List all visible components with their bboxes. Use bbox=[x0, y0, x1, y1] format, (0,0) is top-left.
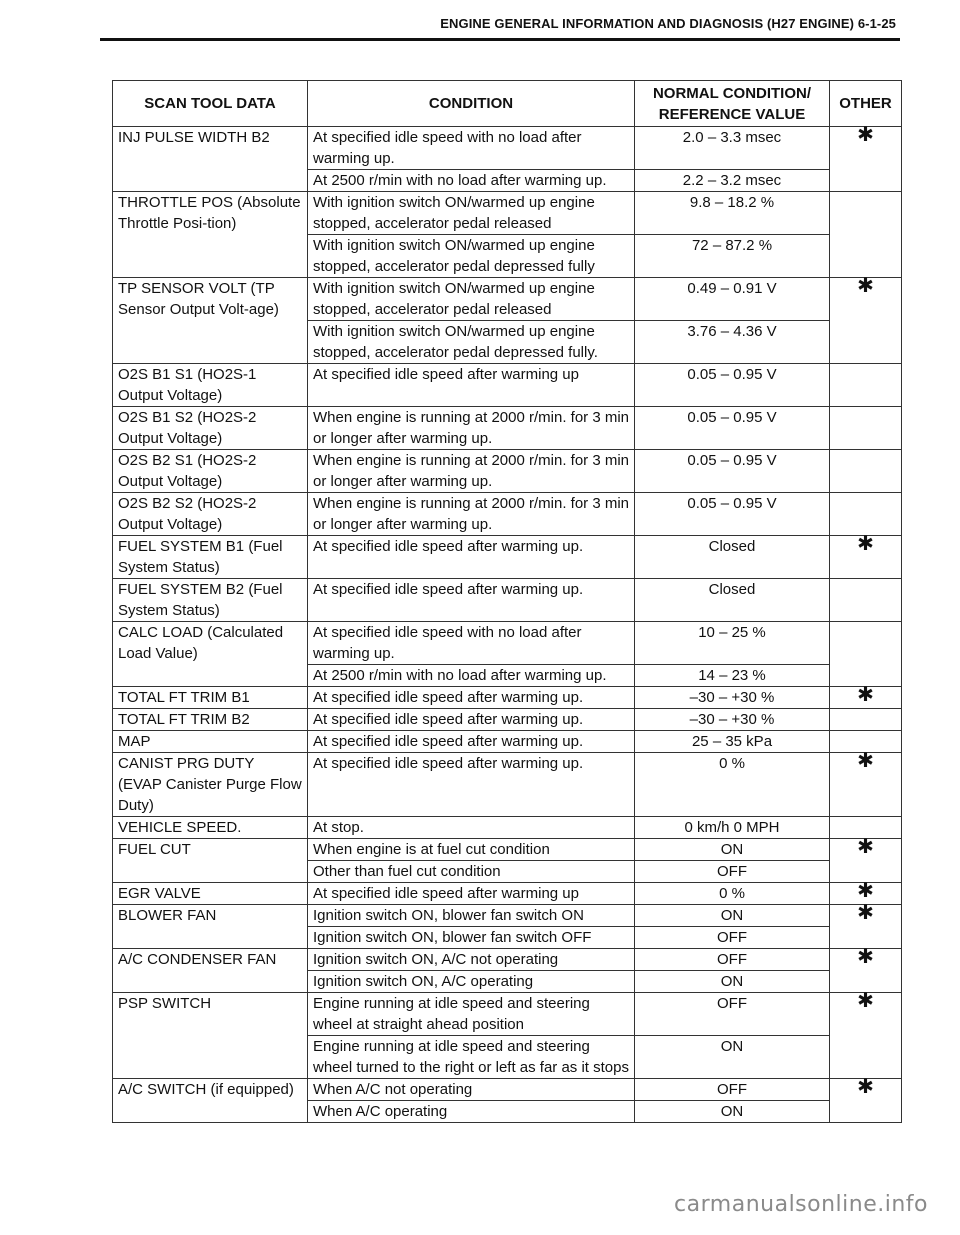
table-row bbox=[113, 905, 902, 927]
scan-tool-data-cell: O2S B1 S2 (HO2S-2 Output Voltage) bbox=[113, 407, 308, 450]
condition-cell: At specified idle speed after warming up. bbox=[308, 731, 635, 753]
table-row bbox=[113, 839, 902, 861]
reference-value-cell: OFF bbox=[635, 1079, 830, 1101]
table-row bbox=[113, 883, 902, 905]
condition-cell: At specified idle speed after warming up. bbox=[308, 536, 635, 579]
scan-tool-data-cell: MAP bbox=[113, 731, 308, 753]
table-row bbox=[113, 536, 902, 579]
condition-cell: At specified idle speed after warming up. bbox=[308, 687, 635, 709]
reference-value-cell: 14 – 23 % bbox=[635, 665, 830, 687]
condition-cell: Ignition switch ON, blower fan switch ON bbox=[308, 905, 635, 927]
reference-value-cell: –30 – +30 % bbox=[635, 709, 830, 731]
reference-value-cell: 2.2 – 3.2 msec bbox=[635, 170, 830, 192]
condition-cell: At specified idle speed after warming up bbox=[308, 364, 635, 407]
reference-value-cell: OFF bbox=[635, 927, 830, 949]
condition-cell: Engine running at idle speed and steering wheel turned to the right or left as far as it stops bbox=[308, 1036, 635, 1079]
condition-cell: At specified idle speed with no load after warming up. bbox=[308, 622, 635, 665]
condition-cell: When engine is running at 2000 r/min. for 3 min or longer after warming up. bbox=[308, 450, 635, 493]
reference-value-cell: ON bbox=[635, 839, 830, 861]
table-row bbox=[113, 278, 902, 321]
table-row bbox=[113, 731, 902, 753]
reference-value-cell: ON bbox=[635, 1101, 830, 1123]
condition-cell: At stop. bbox=[308, 817, 635, 839]
column-header: OTHER bbox=[830, 81, 902, 127]
reference-value-cell: OFF bbox=[635, 949, 830, 971]
table-row bbox=[113, 407, 902, 450]
table-row bbox=[113, 709, 902, 731]
condition-cell: With ignition switch ON/warmed up engine stopped, accelerator pedal depressed fully bbox=[308, 235, 635, 278]
other-asterisk-cell bbox=[830, 192, 902, 278]
scan-tool-data-cell: FUEL SYSTEM B1 (Fuel System Status) bbox=[113, 536, 308, 579]
reference-value-cell: –30 – +30 % bbox=[635, 687, 830, 709]
scan-tool-data-cell: O2S B1 S1 (HO2S-1 Output Voltage) bbox=[113, 364, 308, 407]
page-title: ENGINE GENERAL INFORMATION AND DIAGNOSIS (H27 ENGINE) 6-1-25 bbox=[440, 16, 896, 31]
column-header: SCAN TOOL DATA bbox=[113, 81, 308, 127]
condition-cell: At 2500 r/min with no load after warming up. bbox=[308, 665, 635, 687]
reference-value-cell: OFF bbox=[635, 861, 830, 883]
reference-value-cell: 72 – 87.2 % bbox=[635, 235, 830, 278]
reference-value-cell: ON bbox=[635, 971, 830, 993]
condition-cell: With ignition switch ON/warmed up engine stopped, accelerator pedal released bbox=[308, 278, 635, 321]
other-asterisk-cell bbox=[830, 407, 902, 450]
condition-cell: At 2500 r/min with no load after warming up. bbox=[308, 170, 635, 192]
other-asterisk-cell: ✱ bbox=[830, 993, 902, 1079]
table-row bbox=[113, 993, 902, 1036]
condition-cell: With ignition switch ON/warmed up engine stopped, accelerator pedal released bbox=[308, 192, 635, 235]
scan-tool-data-cell: VEHICLE SPEED. bbox=[113, 817, 308, 839]
reference-value-cell: ON bbox=[635, 1036, 830, 1079]
table-row bbox=[113, 127, 902, 170]
table-row bbox=[113, 817, 902, 839]
scan-tool-data-cell: CALC LOAD (Calculated Load Value) bbox=[113, 622, 308, 687]
condition-cell: When A/C operating bbox=[308, 1101, 635, 1123]
reference-value-cell: 0.05 – 0.95 V bbox=[635, 450, 830, 493]
table-row bbox=[113, 579, 902, 622]
scan-tool-data-cell: O2S B2 S2 (HO2S-2 Output Voltage) bbox=[113, 493, 308, 536]
table-row bbox=[113, 192, 902, 235]
reference-value-cell: 0.05 – 0.95 V bbox=[635, 493, 830, 536]
condition-cell: At specified idle speed after warming up. bbox=[308, 579, 635, 622]
reference-value-cell: ON bbox=[635, 905, 830, 927]
table-header-row bbox=[113, 81, 902, 127]
condition-cell: When A/C not operating bbox=[308, 1079, 635, 1101]
condition-cell: At specified idle speed with no load after warming up. bbox=[308, 127, 635, 170]
condition-cell: Ignition switch ON, A/C operating bbox=[308, 971, 635, 993]
reference-value-cell: 0.05 – 0.95 V bbox=[635, 407, 830, 450]
other-asterisk-cell: ✱ bbox=[830, 883, 902, 905]
reference-value-cell: 0.05 – 0.95 V bbox=[635, 364, 830, 407]
table-row bbox=[113, 493, 902, 536]
condition-cell: Engine running at idle speed and steering wheel at straight ahead position bbox=[308, 993, 635, 1036]
other-asterisk-cell bbox=[830, 364, 902, 407]
reference-value-cell: 0 km/h 0 MPH bbox=[635, 817, 830, 839]
other-asterisk-cell: ✱ bbox=[830, 753, 902, 817]
other-asterisk-cell: ✱ bbox=[830, 687, 902, 709]
other-asterisk-cell bbox=[830, 579, 902, 622]
condition-cell: At specified idle speed after warming up. bbox=[308, 753, 635, 817]
table-row bbox=[113, 1079, 902, 1101]
table-row bbox=[113, 622, 902, 665]
table-row bbox=[113, 450, 902, 493]
scan-tool-data-cell: FUEL SYSTEM B2 (Fuel System Status) bbox=[113, 579, 308, 622]
other-asterisk-cell: ✱ bbox=[830, 278, 902, 364]
other-asterisk-cell: ✱ bbox=[830, 127, 902, 192]
reference-value-cell: OFF bbox=[635, 993, 830, 1036]
table-row bbox=[113, 949, 902, 971]
reference-value-cell: Closed bbox=[635, 536, 830, 579]
condition-cell: Ignition switch ON, blower fan switch OFF bbox=[308, 927, 635, 949]
other-asterisk-cell bbox=[830, 622, 902, 687]
scan-tool-data-cell: PSP SWITCH bbox=[113, 993, 308, 1079]
scan-tool-data-cell: EGR VALVE bbox=[113, 883, 308, 905]
reference-value-cell: 10 – 25 % bbox=[635, 622, 830, 665]
condition-cell: With ignition switch ON/warmed up engine stopped, accelerator pedal depressed fully. bbox=[308, 321, 635, 364]
scan-tool-data-cell: THROTTLE POS (Absolute Throttle Posi-tion) bbox=[113, 192, 308, 278]
other-asterisk-cell bbox=[830, 709, 902, 731]
reference-value-cell: 9.8 – 18.2 % bbox=[635, 192, 830, 235]
scan-tool-data-cell: INJ PULSE WIDTH B2 bbox=[113, 127, 308, 192]
scan-tool-data-cell: A/C SWITCH (if equipped) bbox=[113, 1079, 308, 1123]
condition-cell: At specified idle speed after warming up bbox=[308, 883, 635, 905]
other-asterisk-cell: ✱ bbox=[830, 905, 902, 949]
reference-value-cell: 25 – 35 kPa bbox=[635, 731, 830, 753]
column-header: CONDITION bbox=[308, 81, 635, 127]
condition-cell: When engine is at fuel cut condition bbox=[308, 839, 635, 861]
reference-value-cell: 0 % bbox=[635, 753, 830, 817]
scan-tool-data-cell: CANIST PRG DUTY (EVAP Canister Purge Flow Duty) bbox=[113, 753, 308, 817]
reference-value-cell: 0.49 – 0.91 V bbox=[635, 278, 830, 321]
condition-cell: When engine is running at 2000 r/min. for 3 min or longer after warming up. bbox=[308, 407, 635, 450]
condition-cell: At specified idle speed after warming up. bbox=[308, 709, 635, 731]
scan-tool-data-cell: TP SENSOR VOLT (TP Sensor Output Volt-age) bbox=[113, 278, 308, 364]
condition-cell: When engine is running at 2000 r/min. for 3 min or longer after warming up. bbox=[308, 493, 635, 536]
other-asterisk-cell: ✱ bbox=[830, 839, 902, 883]
scan-tool-data-table bbox=[112, 80, 902, 1123]
watermark: carmanualsonline.info bbox=[674, 1192, 928, 1217]
scan-tool-data-cell: TOTAL FT TRIM B2 bbox=[113, 709, 308, 731]
column-header: NORMAL CONDITION/ REFERENCE VALUE bbox=[635, 81, 830, 127]
scan-tool-data-cell: TOTAL FT TRIM B1 bbox=[113, 687, 308, 709]
reference-value-cell: 0 % bbox=[635, 883, 830, 905]
reference-value-cell: 2.0 – 3.3 msec bbox=[635, 127, 830, 170]
scan-tool-data-cell: O2S B2 S1 (HO2S-2 Output Voltage) bbox=[113, 450, 308, 493]
scan-tool-data-cell: BLOWER FAN bbox=[113, 905, 308, 949]
scan-tool-data-cell: A/C CONDENSER FAN bbox=[113, 949, 308, 993]
condition-cell: Other than fuel cut condition bbox=[308, 861, 635, 883]
other-asterisk-cell: ✱ bbox=[830, 949, 902, 993]
other-asterisk-cell bbox=[830, 493, 902, 536]
page-header bbox=[100, 14, 900, 41]
other-asterisk-cell: ✱ bbox=[830, 536, 902, 579]
scan-tool-data-cell: FUEL CUT bbox=[113, 839, 308, 883]
condition-cell: Ignition switch ON, A/C not operating bbox=[308, 949, 635, 971]
table-row bbox=[113, 687, 902, 709]
other-asterisk-cell: ✱ bbox=[830, 1079, 902, 1123]
reference-value-cell: Closed bbox=[635, 579, 830, 622]
other-asterisk-cell bbox=[830, 450, 902, 493]
table-body bbox=[113, 124, 902, 1123]
table-row bbox=[113, 753, 902, 817]
table-row bbox=[113, 364, 902, 407]
reference-value-cell: 3.76 – 4.36 V bbox=[635, 321, 830, 364]
